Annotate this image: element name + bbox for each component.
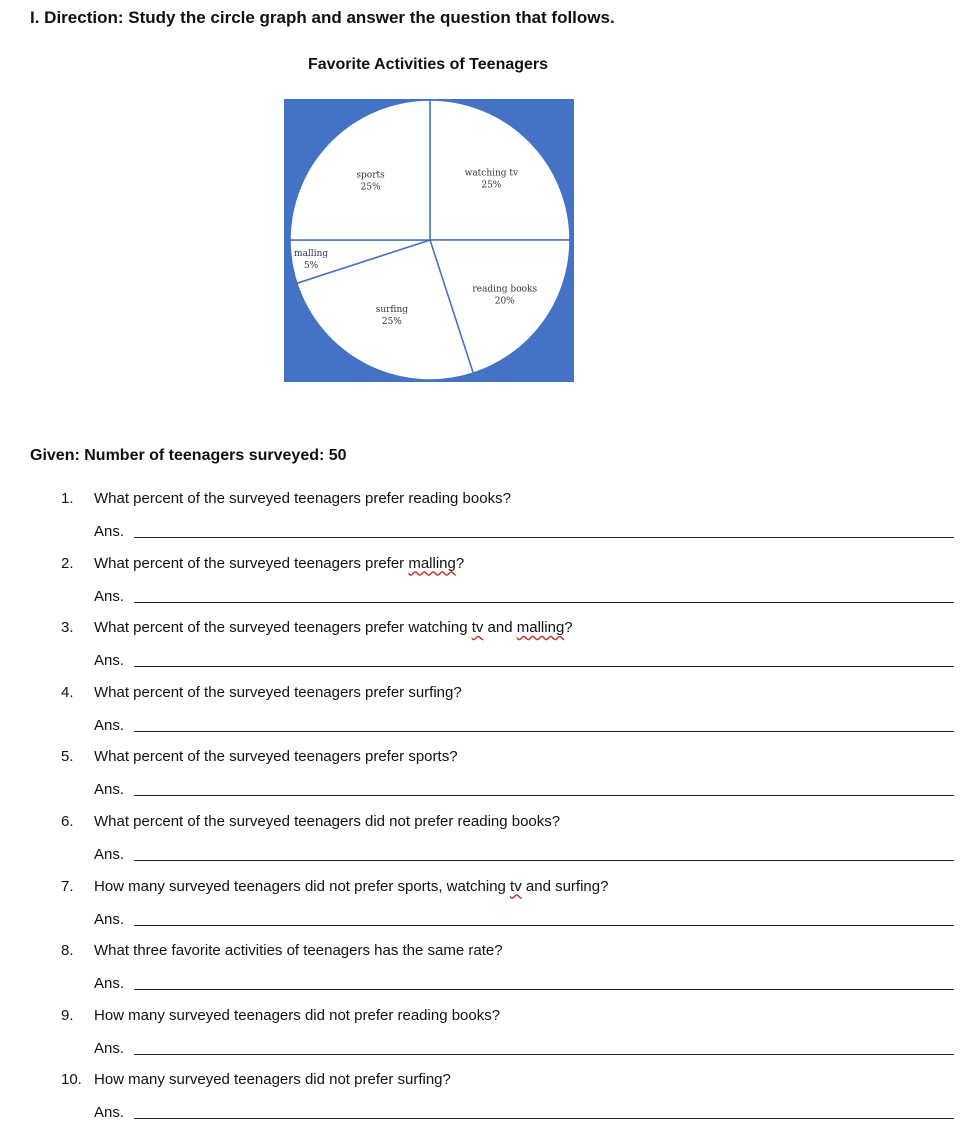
question-item: [0, 607, 976, 672]
question-item: [0, 478, 976, 543]
answer-label: Ans.: [94, 1039, 125, 1057]
question-item: [0, 1059, 976, 1124]
question-item: [0, 672, 976, 737]
question-text: How many surveyed teenagers did not prefer reading books?: [94, 1006, 501, 1024]
slice-value-label: 25%: [481, 180, 502, 191]
answer-line[interactable]: [134, 731, 954, 732]
question-number: 3.: [61, 619, 74, 637]
question-number: 8.: [61, 942, 74, 960]
question-number: 10.: [61, 1071, 82, 1089]
question-number: 7.: [61, 877, 74, 895]
question-item: [0, 995, 976, 1060]
question-item: [0, 736, 976, 801]
answer-line[interactable]: [134, 925, 954, 926]
question-text: How many surveyed teenagers did not prefer sports, watching tv and surfing?: [94, 877, 609, 895]
question-number: 6.: [61, 812, 74, 830]
slice-value-label: 25%: [360, 182, 381, 193]
answer-line[interactable]: [134, 795, 954, 796]
answer-label: Ans.: [94, 781, 125, 799]
slice-category-label: sports: [356, 170, 385, 181]
question-list: [0, 478, 976, 1124]
slice-value-label: 5%: [303, 260, 319, 271]
question-text: What percent of the surveyed teenagers prefer reading books?: [94, 490, 511, 507]
direction-heading: I. Direction: Study the circle graph and answer the question that follows.: [30, 8, 615, 27]
chart-title: Favorite Activities of Teenagers: [307, 56, 549, 73]
question-text: How many surveyed teenagers did not prefer surfing?: [94, 1071, 451, 1089]
question-number: 2.: [61, 554, 74, 572]
answer-label: Ans.: [94, 652, 125, 670]
slice-value-label: 25%: [381, 316, 402, 327]
slice-category-label: surfing: [375, 304, 409, 315]
answer-label: Ans.: [94, 845, 125, 863]
answer-line[interactable]: [134, 989, 954, 990]
answer-label: Ans.: [94, 975, 125, 993]
answer-line[interactable]: [134, 860, 954, 861]
answer-label: Ans.: [94, 910, 125, 928]
question-item: [0, 866, 976, 931]
question-text: What percent of the surveyed teenagers prefer surfing?: [94, 683, 462, 701]
question-text: What three favorite activities of teenagers has the same rate?: [94, 942, 503, 960]
question-text: What percent of the surveyed teenagers prefer watching tv and malling?: [94, 619, 573, 637]
answer-line[interactable]: [134, 666, 954, 667]
question-text: What percent of the surveyed teenagers prefer sports?: [94, 748, 458, 766]
question-item: [0, 930, 976, 995]
answer-label: Ans.: [94, 716, 125, 734]
slice-category-label: reading books: [472, 284, 538, 295]
question-item: [0, 543, 976, 608]
answer-line[interactable]: [134, 1118, 954, 1119]
question-number: 4.: [61, 683, 74, 701]
question-number: 5.: [61, 748, 74, 766]
answer-line[interactable]: [134, 602, 954, 603]
answer-line[interactable]: [134, 537, 954, 538]
question-text: What percent of the surveyed teenagers prefer malling?: [94, 554, 465, 572]
question-item: [0, 801, 976, 866]
given-statement: Given: Number of teenagers surveyed: 50: [30, 447, 347, 464]
answer-line[interactable]: [134, 1054, 954, 1055]
slice-value-label: 20%: [494, 296, 515, 307]
slice-category-label: watching tv: [464, 168, 519, 179]
answer-label: Ans.: [94, 1104, 125, 1122]
pie-chart: [284, 99, 574, 382]
answer-label: Ans.: [94, 523, 125, 540]
answer-label: Ans.: [94, 587, 125, 605]
question-number: 9.: [61, 1006, 74, 1024]
question-text: What percent of the surveyed teenagers did not prefer reading books?: [94, 812, 561, 830]
pie-chart-svg: [284, 99, 574, 382]
slice-category-label: malling: [294, 248, 329, 259]
question-number: 1.: [61, 490, 74, 507]
